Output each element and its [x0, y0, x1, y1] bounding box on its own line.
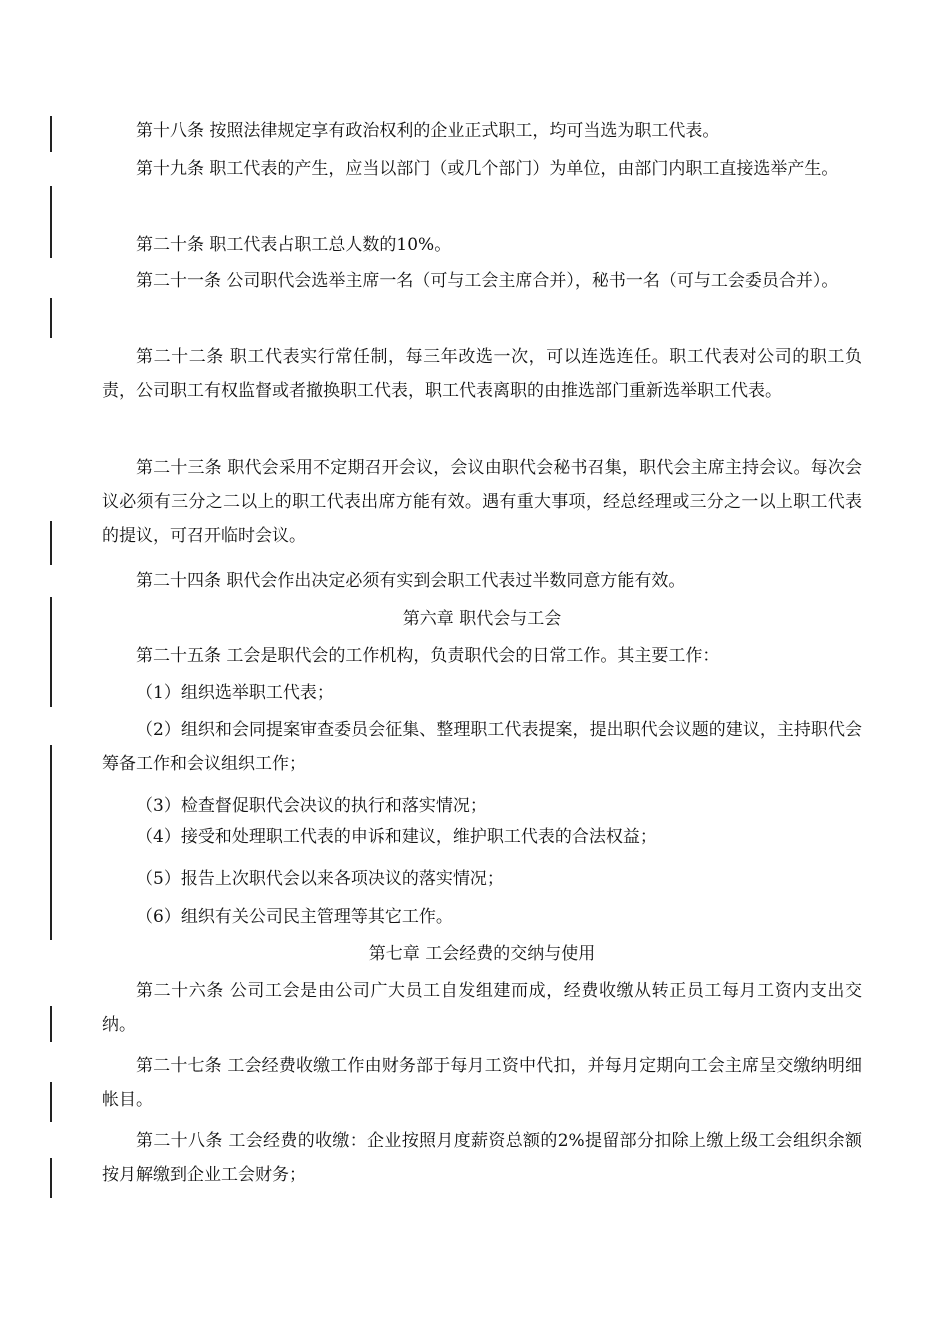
paragraph: 第二十八条 工会经费的收缴：企业按照月度薪资总额的2%提留部分扣除上缴上级工会组织余额按月解缴到企业工会财务；: [102, 1131, 862, 1185]
list-item: （4）接受和处理职工代表的申诉和建议，维护职工代表的合法权益；: [136, 827, 657, 847]
paragraph: 第十八条 按照法律规定享有政治权利的企业正式职工，均可当选为职工代表。: [136, 121, 720, 141]
paragraph: 第十九条 职工代表的产生，应当以部门（或几个部门）为单位，由部门内职工直接选举产生。: [136, 159, 839, 179]
paragraph: 第二十三条 职代会采用不定期召开会议，会议由职代会秘书召集，职代会主席主持会议。每次会议必须有三分之二以上的职工代表出席方能有效。遇有重大事项，经总经理或三分之一以上职工代表的提议，可召开临时会议。: [102, 458, 862, 546]
revision-bar: [50, 1082, 52, 1122]
revision-bar: [50, 597, 52, 707]
revision-bar: [50, 186, 52, 258]
revision-bar: [50, 1158, 52, 1198]
revision-bar: [50, 298, 52, 338]
list-item: （1）组织选举职工代表；: [136, 683, 334, 703]
list-item: （6）组织有关公司民主管理等其它工作。: [136, 907, 453, 927]
revision-bar: [50, 1006, 52, 1042]
paragraph: 第二十二条 职工代表实行常任制，每三年改选一次，可以连选连任。职工代表对公司的职工负责，公司职工有权监督或者撤换职工代表，职工代表离职的由推选部门重新选举职工代表。: [102, 347, 862, 401]
chapter-heading: 第六章 职代会与工会: [402, 609, 562, 629]
list-item: （2）组织和会同提案审查委员会征集、整理职工代表提案，提出职代会议题的建议，主持职代会筹备工作和会议组织工作；: [102, 720, 862, 774]
paragraph: 第二十七条 工会经费收缴工作由财务部于每月工资中代扣，并每月定期向工会主席呈交缴纳明细帐目。: [102, 1056, 862, 1110]
revision-bar: [50, 745, 52, 940]
revision-bar: [50, 521, 52, 565]
revision-bar: [50, 116, 52, 152]
paragraph: 第二十六条 公司工会是由公司广大员工自发组建而成，经费收缴从转正员工每月工资内支出交纳。: [102, 981, 862, 1035]
list-item: （5）报告上次职代会以来各项决议的落实情况；: [136, 869, 504, 889]
paragraph: 第二十一条 公司职代会选举主席一名（可与工会主席合并），秘书一名（可与工会委员合并）。: [136, 271, 839, 291]
list-item: （3）检查督促职代会决议的执行和落实情况；: [136, 796, 487, 816]
chapter-heading: 第七章 工会经费的交纳与使用: [368, 944, 596, 964]
paragraph: 第二十条 职工代表占职工总人数的10%。: [136, 235, 452, 255]
paragraph: 第二十四条 职代会作出决定必须有实到会职工代表过半数同意方能有效。: [136, 571, 686, 591]
paragraph: 第二十五条 工会是职代会的工作机构，负责职代会的日常工作。其主要工作：: [136, 646, 720, 666]
